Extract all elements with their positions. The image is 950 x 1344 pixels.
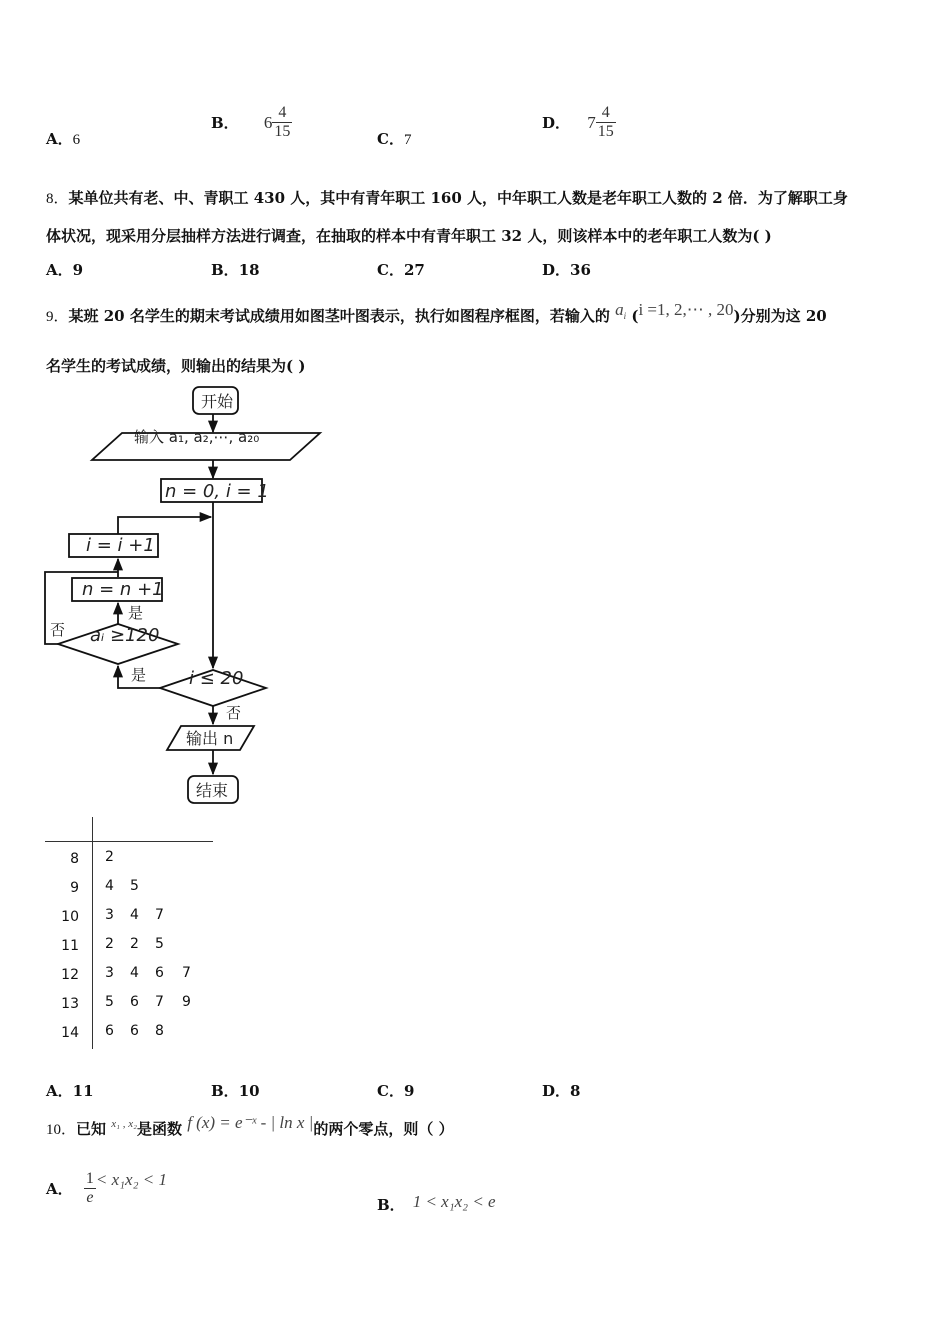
stem-value: 10 xyxy=(61,909,79,925)
leaf-value: 4 xyxy=(130,907,139,923)
q9-line2: 名学生的考试成绩，则输出的结果为( ) xyxy=(46,357,306,375)
flow-no-label-1: 否 xyxy=(50,621,66,639)
q7-option-a[interactable]: A．6 xyxy=(46,130,81,148)
flow-inc-n-label: n = n +1 xyxy=(82,579,164,600)
leaf-value: 7 xyxy=(155,994,164,1010)
flow-cond1-label: aᵢ ≥120 xyxy=(90,625,160,646)
leaf-value: 9 xyxy=(182,994,191,1010)
leaf-value: 4 xyxy=(105,878,114,894)
stem-value: 13 xyxy=(61,996,79,1012)
flow-cond2-label: i ≤ 20 xyxy=(189,668,244,689)
leaf-value: 3 xyxy=(105,907,114,923)
flow-no-label-2: 否 xyxy=(226,704,242,722)
leaf-value: 3 xyxy=(105,965,114,981)
stem-leaf-header-line xyxy=(45,841,213,842)
stem-leaf-divider xyxy=(92,817,93,1049)
stem-value: 14 xyxy=(61,1025,79,1041)
q8-option-c[interactable]: C．27 xyxy=(377,261,425,279)
q9-option-b[interactable]: B．10 xyxy=(211,1082,260,1100)
q8-line2: 体状况，现采用分层抽样方法进行调查，在抽取的样本中有青年职工 32 人，则该样本中的老年职工人数为( ) xyxy=(46,227,772,245)
flow-init-label: n = 0, i = 1 xyxy=(165,481,269,502)
q7-option-b[interactable]: B． 6 $\frac{4}{15}$ xyxy=(211,104,291,140)
leaf-value: 7 xyxy=(182,965,191,981)
leaf-value: 6 xyxy=(155,965,164,981)
leaf-value: 5 xyxy=(130,878,139,894)
leaf-value: 4 xyxy=(130,965,139,981)
fraction: $\frac{4}{15}$ xyxy=(597,104,614,140)
leaf-value: 2 xyxy=(105,936,114,952)
fraction: $\frac{1}{e}$ xyxy=(85,1170,94,1206)
q10-option-b[interactable]: B． 1 < x₁x₂ < e xyxy=(377,1192,496,1214)
q10-option-a[interactable]: A． $\frac{1}{e}$ < x₁x₂ < 1 xyxy=(46,1169,167,1206)
q10-stem: 10．已知 $^{x_1 , x_2}$是函数 f (x) = e⁻ˣ - | ln x |的两个零点，则（ ） xyxy=(46,1113,454,1138)
leaf-value: 7 xyxy=(155,907,164,923)
q8-line1: 8．某单位共有老、中、青职工 430 人，其中有青年职工 160 人，中年职工人数是老年职工人数的 2 倍．为了解职工身 xyxy=(46,189,848,207)
leaf-value: 6 xyxy=(130,994,139,1010)
q9-option-c[interactable]: C．9 xyxy=(377,1082,415,1100)
leaf-value: 5 xyxy=(155,936,164,952)
q8-option-d[interactable]: D．36 xyxy=(542,261,591,279)
leaf-value: 5 xyxy=(105,994,114,1010)
flow-input-label: 输入 a₁, a₂,⋯, a₂₀ xyxy=(134,428,260,446)
flow-yes-label-2: 是 xyxy=(131,666,147,684)
flow-inc-i-label: i = i +1 xyxy=(86,535,155,556)
leaf-value: 6 xyxy=(130,1023,139,1039)
q8-option-b[interactable]: B．18 xyxy=(211,261,260,279)
stem-value: 11 xyxy=(61,938,79,954)
flowchart xyxy=(0,380,340,810)
leaf-value: 2 xyxy=(130,936,139,952)
stem-value: 9 xyxy=(70,880,79,896)
flow-end-label: 结束 xyxy=(196,781,229,800)
flow-start-label: 开始 xyxy=(201,392,234,411)
q9-option-d[interactable]: D．8 xyxy=(542,1082,581,1100)
leaf-value: 2 xyxy=(105,849,114,865)
q9-option-a[interactable]: A．11 xyxy=(46,1082,94,1100)
fraction: $\frac{4}{15}$ xyxy=(274,104,291,140)
q7-option-c[interactable]: C．7 xyxy=(377,130,412,148)
stem-leaf-plot xyxy=(45,817,215,1049)
leaf-value: 6 xyxy=(105,1023,114,1039)
q7-option-d[interactable]: D． 7 $\frac{4}{15}$ xyxy=(542,104,614,140)
q9-line1: 9．某班 20 名学生的期末考试成绩用如图茎叶图表示，执行如图程序框图，若输入的 ai (i =1, 2,⋯ , 20)分别为这 20 xyxy=(46,300,827,325)
stem-value: 8 xyxy=(70,851,79,867)
q8-option-a[interactable]: A．9 xyxy=(46,261,84,279)
flow-output-label: 输出 n xyxy=(186,729,234,748)
leaf-value: 8 xyxy=(155,1023,164,1039)
flow-yes-label-1: 是 xyxy=(128,604,144,622)
stem-value: 12 xyxy=(61,967,79,983)
